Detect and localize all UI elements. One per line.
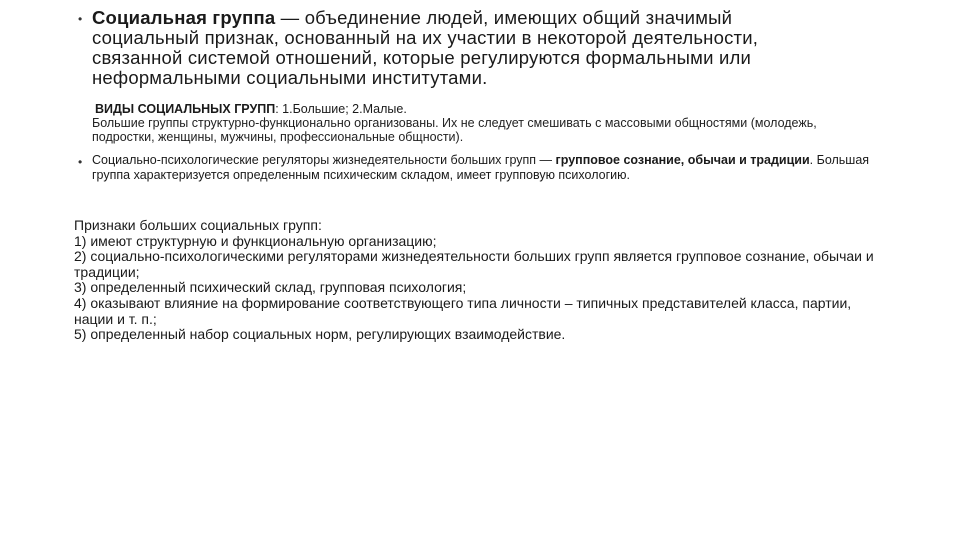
bullet-icon: • (78, 12, 83, 26)
regulators-paragraph (92, 153, 882, 183)
group-types-line (95, 102, 875, 116)
group-types-heading: ВИДЫ СОЦИАЛЬНЫХ ГРУПП (95, 102, 276, 116)
signs-item: 4) оказывают влияние на формирование соответствующего типа личности – типичных представителей класса, партии, нации и т. п.; (74, 294, 852, 327)
signs-title: Признаки больших социальных групп: (74, 217, 322, 233)
signs-block (74, 218, 874, 343)
definition-paragraph (92, 8, 792, 88)
bullet-icon: • (78, 155, 83, 169)
signs-item: 3) определенный психический склад, групповая психология; (74, 279, 467, 296)
definition-text: — объединение людей, имеющих общий значимый социальный признак, основанный на их участии в некоторой деятельности, связанной системой отношений, которые регулируются формальными или неформальными социальными институтами. (92, 7, 759, 88)
definition-term: Социальная группа (92, 7, 276, 28)
regulators-bold: групповое сознание, обычаи и традиции (555, 153, 810, 167)
regulators-text-end: . Большая группа характеризуется определенным психическим складом, имеет групповую психологию. (92, 153, 870, 182)
group-types-description: Большие группы структурно-функционально организованы. Их не следует смешивать с массовыми общностями (молодежь, подростки, женщины, мужчины, профессиональные общности). (92, 116, 817, 144)
group-types-text: : 1.Большие; 2.Малые. (275, 102, 407, 116)
signs-item: 1) имеют структурную и функциональную организацию; (74, 232, 437, 249)
signs-item: 2) социально-психологическими регуляторами жизнедеятельности больших групп является групповое сознание, обычаи и традиции; (74, 248, 874, 280)
signs-item: 5) определенный набор социальных норм, регулирующих взаимодействие. (74, 326, 566, 343)
regulators-text-start: Социально-психологические регуляторы жизнедеятельности больших групп — (92, 153, 556, 167)
